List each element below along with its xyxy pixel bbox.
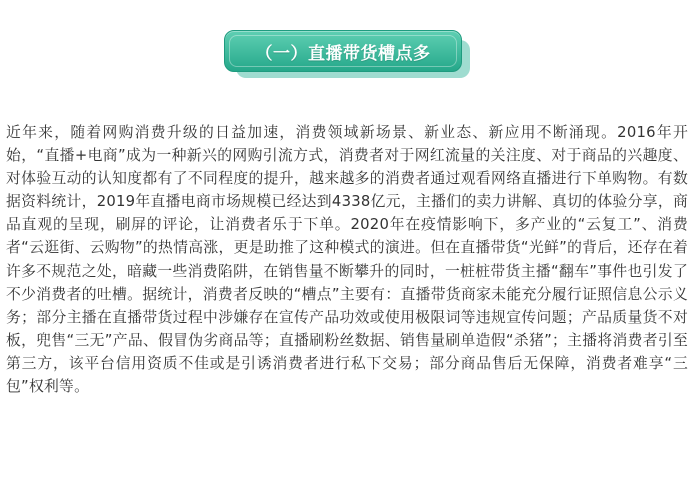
section-heading-banner xyxy=(224,30,474,80)
article-paragraph: 近年来，随着网购消费升级的日益加速，消费领域新场景、新业态、新应用不断涌现。2016年开始，“直播+电商”成为一种新兴的网购引流方式，消费者对于网红流量的关注度、对于商品的兴趣度、对体验互动的认知度都有了不同程度的提升，越来越多的消费者通过观看网络直播进行下单购物。有数据资料统计，2019年直播电商市场规模已经达到4338亿元，主播们的卖力讲解、真切的体验分享，商品直观的呈现，刷屏的评论，让消费者乐于下单。2020年在疫情影响下，多产业的“云复工”、消费者“云逛街、云购物”的热情高涨，更是助推了这种模式的演进。但在直播带货“光鲜”的背后，还存在着许多不规范之处，暗藏一些消费陷阱，在销售量不断攀升的同时，一桩桩带货主播“翻车”事件也引发了不少消费者的吐槽。据统计，消费者反映的“槽点”主要有：直播带货商家未能充分履行证照信息公示义务；部分主播在直播带货过程中涉嫌存在宣传产品功效或使用极限词等违规宣传问题；产品质量货不对板，兜售“三无”产品、假冒伪劣商品等；直播刷粉丝数据、销售量刷单造假“杀猪”；主播将消费者引至第三方，该平台信用资质不佳或是引诱消费者进行私下交易；部分商品售后无保障，消费者难享“三包”权利等。 xyxy=(6,124,688,396)
section-title: （一）直播带货槽点多 xyxy=(255,43,431,64)
banner-box xyxy=(224,30,462,72)
